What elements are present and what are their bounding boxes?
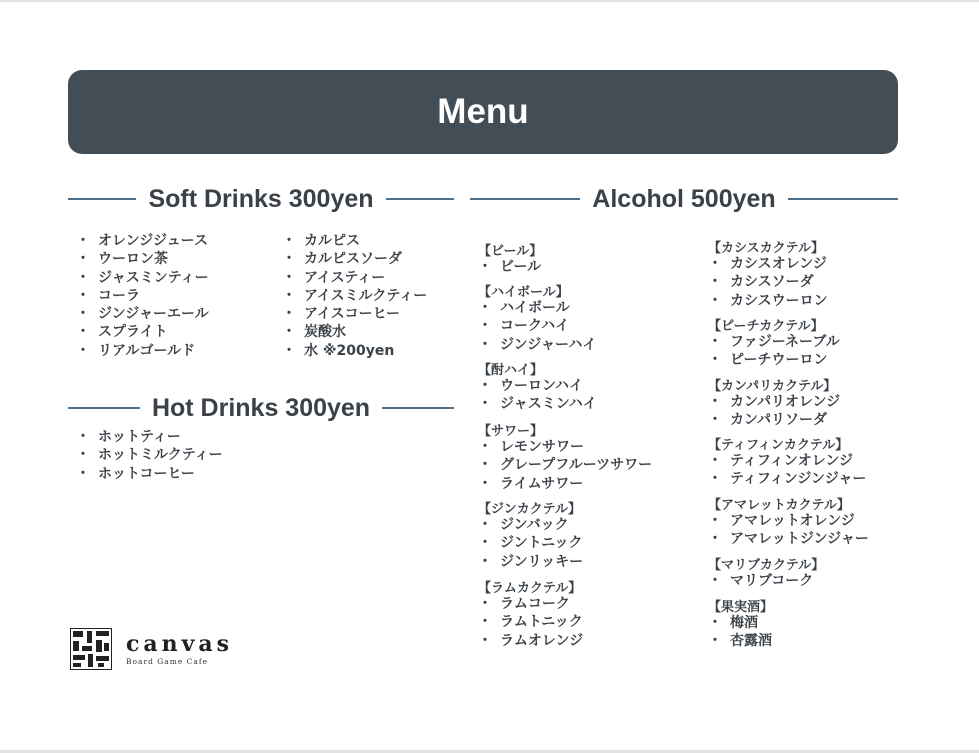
hot-drinks-list bbox=[76, 428, 223, 483]
list-item bbox=[478, 317, 596, 335]
bullet: ・ bbox=[478, 553, 492, 570]
bullet: ・ bbox=[478, 475, 492, 492]
item-label: アイスティー bbox=[304, 269, 386, 286]
canvas-logo bbox=[70, 628, 233, 670]
list-item bbox=[478, 395, 597, 413]
bullet: ・ bbox=[708, 513, 722, 529]
bullet: ・ bbox=[708, 292, 722, 309]
item-label: カシスオレンジ bbox=[730, 256, 827, 272]
category-label: 【ラムカクテル】 bbox=[478, 581, 582, 596]
bullet: ・ bbox=[478, 396, 492, 413]
list-item bbox=[478, 595, 583, 613]
item-label: 水 ※200yen bbox=[304, 342, 395, 359]
bullet: ・ bbox=[708, 471, 722, 488]
bullet: ・ bbox=[76, 287, 90, 304]
item-label: ラムトニック bbox=[500, 614, 583, 631]
list-item bbox=[708, 255, 828, 273]
list-item bbox=[282, 269, 427, 287]
category-label: 【ジンカクテル】 bbox=[478, 502, 582, 517]
item-label: ファジーネーブル bbox=[730, 334, 840, 350]
item-label: ティフィンオレンジ bbox=[730, 453, 854, 469]
heading-rule-left bbox=[68, 407, 140, 409]
bullet: ・ bbox=[708, 615, 722, 631]
item-label: オレンジジュース bbox=[98, 233, 208, 249]
item-label: ホットティー bbox=[98, 429, 181, 445]
bullet: ・ bbox=[478, 336, 492, 353]
list-item bbox=[478, 613, 583, 631]
list-item bbox=[708, 614, 772, 632]
item-label: ジャスミンハイ bbox=[500, 396, 597, 413]
bullet: ・ bbox=[708, 633, 722, 650]
bullet: ・ bbox=[478, 517, 492, 533]
bullet: ・ bbox=[478, 632, 492, 649]
bullet: ・ bbox=[708, 573, 722, 589]
list-item bbox=[478, 377, 597, 395]
fruit-liquor-list bbox=[708, 614, 772, 651]
item-label: ジントニック bbox=[500, 535, 583, 552]
list-item bbox=[76, 465, 223, 483]
bullet: ・ bbox=[76, 269, 90, 286]
bullet: ・ bbox=[282, 287, 296, 304]
soft-drinks-list-2 bbox=[282, 232, 427, 360]
bullet: ・ bbox=[478, 259, 492, 275]
bullet: ・ bbox=[282, 306, 296, 323]
bullet: ・ bbox=[478, 300, 492, 316]
list-item bbox=[708, 572, 813, 590]
top-border bbox=[0, 0, 979, 2]
chuhai-list bbox=[478, 377, 597, 414]
list-item bbox=[708, 411, 840, 429]
category-label: 【果実酒】 bbox=[708, 600, 774, 615]
item-label: カルピスソーダ bbox=[304, 251, 402, 268]
bullet: ・ bbox=[708, 453, 722, 469]
item-label: ビール bbox=[500, 259, 542, 275]
item-label: ライムサワー bbox=[500, 475, 584, 492]
item-label: ホットコーヒー bbox=[98, 465, 195, 482]
list-item bbox=[708, 273, 828, 291]
bullet: ・ bbox=[708, 394, 722, 410]
bullet: ・ bbox=[708, 531, 722, 548]
item-label: カンパリオレンジ bbox=[730, 394, 841, 410]
item-label: ハイボール bbox=[500, 300, 570, 316]
list-item bbox=[478, 456, 652, 474]
bullet: ・ bbox=[282, 233, 296, 249]
category-label: 【アマレットカクテル】 bbox=[708, 498, 850, 513]
item-label: カシスウーロン bbox=[730, 292, 828, 309]
list-item bbox=[282, 287, 427, 305]
item-label: マリブコーク bbox=[730, 573, 814, 589]
item-label: アイスコーヒー bbox=[304, 306, 401, 323]
category-label: 【マリブカクテル】 bbox=[708, 558, 825, 573]
list-item bbox=[478, 534, 583, 552]
category-label: 【ビール】 bbox=[478, 244, 543, 259]
list-item bbox=[478, 336, 596, 354]
category-label: 【カンパリカクテル】 bbox=[708, 379, 837, 394]
bullet: ・ bbox=[76, 251, 90, 268]
bullet: ・ bbox=[478, 457, 492, 474]
list-item bbox=[282, 232, 427, 250]
list-item bbox=[478, 553, 583, 571]
tiffin-cocktail-list bbox=[708, 452, 866, 489]
alcohol-title: Alcohol 500yen bbox=[592, 184, 776, 213]
highball-list bbox=[478, 299, 596, 354]
item-label: ジャスミンティー bbox=[98, 269, 209, 286]
list-item bbox=[76, 269, 209, 287]
sour-list bbox=[478, 438, 652, 493]
item-label: ジンジャーエール bbox=[98, 306, 209, 323]
category-label: 【サワー】 bbox=[478, 424, 544, 439]
list-item bbox=[478, 438, 652, 456]
amaretto-cocktail-list bbox=[708, 512, 869, 549]
item-label: グレープフルーツサワー bbox=[500, 457, 653, 474]
bullet: ・ bbox=[282, 251, 296, 268]
bullet: ・ bbox=[76, 429, 90, 445]
soft-drinks-heading bbox=[68, 182, 454, 216]
item-label: アマレットオレンジ bbox=[730, 513, 855, 529]
list-item bbox=[76, 305, 209, 323]
list-item bbox=[708, 470, 866, 488]
list-item bbox=[708, 530, 869, 548]
hot-drinks-title: Hot Drinks 300yen bbox=[151, 393, 371, 422]
list-item bbox=[76, 287, 209, 305]
item-label: スプライト bbox=[98, 324, 168, 341]
item-label: ホットミルクティー bbox=[98, 447, 223, 464]
item-label: 杏露酒 bbox=[730, 633, 772, 650]
list-item bbox=[478, 475, 652, 493]
bullet: ・ bbox=[708, 412, 722, 429]
list-item bbox=[76, 232, 209, 250]
list-item bbox=[282, 250, 427, 268]
bullet: ・ bbox=[708, 352, 722, 369]
rum-cocktail-list bbox=[478, 595, 583, 650]
malibu-cocktail-list bbox=[708, 572, 813, 590]
hot-drinks-heading bbox=[68, 391, 454, 425]
list-item bbox=[478, 632, 583, 650]
list-item bbox=[708, 632, 772, 650]
soft-drinks-title: Soft Drinks 300yen bbox=[148, 184, 374, 213]
item-label: コークハイ bbox=[500, 318, 570, 335]
bullet: ・ bbox=[76, 233, 90, 249]
item-label: ラムオレンジ bbox=[500, 632, 584, 649]
alcohol-heading bbox=[470, 182, 898, 216]
category-label: 【ハイボール】 bbox=[478, 285, 569, 300]
list-item bbox=[282, 305, 427, 323]
item-label: ジンバック bbox=[500, 517, 569, 533]
bullet: ・ bbox=[708, 274, 722, 291]
category-label: 【ティフィンカクテル】 bbox=[708, 438, 849, 453]
bullet: ・ bbox=[76, 447, 90, 464]
heading-rule-left bbox=[68, 198, 136, 200]
bullet: ・ bbox=[478, 614, 492, 631]
list-item bbox=[76, 250, 209, 268]
bullet: ・ bbox=[76, 465, 90, 482]
list-item bbox=[76, 428, 223, 446]
item-label: レモンサワー bbox=[500, 439, 584, 455]
item-label: ラムコーク bbox=[500, 596, 570, 612]
list-item bbox=[708, 292, 828, 310]
item-label: コーラ bbox=[98, 287, 140, 304]
bullet: ・ bbox=[76, 324, 90, 341]
gin-cocktail-list bbox=[478, 516, 583, 571]
heading-rule-right bbox=[788, 198, 898, 200]
bullet: ・ bbox=[708, 334, 722, 350]
list-item bbox=[708, 452, 866, 470]
list-item bbox=[708, 333, 840, 351]
list-item bbox=[708, 351, 840, 369]
category-label: 【ピーチカクテル】 bbox=[708, 319, 824, 334]
item-label: リアルゴールド bbox=[98, 342, 196, 359]
list-item bbox=[76, 342, 209, 360]
bullet: ・ bbox=[478, 535, 492, 552]
list-item bbox=[478, 516, 583, 534]
list-item bbox=[708, 512, 869, 530]
logo-mark-icon bbox=[70, 628, 112, 670]
item-label: アマレットジンジャー bbox=[730, 531, 869, 548]
beer-list bbox=[478, 258, 541, 276]
item-label: ティフィンジンジャー bbox=[730, 471, 867, 488]
list-item bbox=[282, 323, 427, 341]
bullet: ・ bbox=[478, 378, 492, 394]
item-label: 炭酸水 bbox=[304, 324, 346, 341]
bullet: ・ bbox=[76, 342, 90, 359]
menu-banner bbox=[68, 70, 898, 154]
heading-rule-right bbox=[382, 407, 454, 409]
bullet: ・ bbox=[282, 324, 296, 341]
soft-drinks-list-1 bbox=[76, 232, 209, 360]
heading-rule-right bbox=[386, 198, 454, 200]
item-label: ジンリッキー bbox=[500, 553, 584, 570]
heading-rule-left bbox=[470, 198, 580, 200]
bullet: ・ bbox=[76, 306, 90, 323]
bullet: ・ bbox=[708, 256, 722, 272]
item-label: ピーチウーロン bbox=[730, 352, 828, 369]
bullet: ・ bbox=[478, 596, 492, 612]
bullet: ・ bbox=[282, 342, 296, 359]
item-label: カンパリソーダ bbox=[730, 412, 828, 429]
campari-cocktail-list bbox=[708, 393, 840, 430]
menu-title: Menu bbox=[437, 92, 529, 131]
item-label: ウーロン茶 bbox=[98, 251, 168, 268]
bullet: ・ bbox=[282, 269, 296, 286]
cassis-cocktail-list bbox=[708, 255, 828, 310]
category-label: 【酎ハイ】 bbox=[478, 363, 544, 378]
list-item bbox=[282, 342, 427, 360]
peach-cocktail-list bbox=[708, 333, 840, 370]
logo-name: canvas bbox=[126, 630, 234, 657]
list-item bbox=[76, 446, 223, 464]
logo-tagline: Board Game Cafe bbox=[126, 656, 209, 666]
item-label: ウーロンハイ bbox=[500, 378, 584, 394]
list-item bbox=[76, 323, 209, 341]
category-label: 【カシスカクテル】 bbox=[708, 241, 824, 256]
item-label: カルピス bbox=[304, 233, 360, 249]
item-label: アイスミルクティー bbox=[304, 287, 428, 304]
list-item bbox=[478, 299, 596, 317]
bullet: ・ bbox=[478, 318, 492, 335]
bullet: ・ bbox=[478, 439, 492, 455]
list-item bbox=[478, 258, 541, 276]
item-label: カシスソーダ bbox=[730, 274, 814, 291]
item-label: 梅酒 bbox=[730, 615, 758, 631]
list-item bbox=[708, 393, 840, 411]
item-label: ジンジャーハイ bbox=[500, 336, 597, 353]
